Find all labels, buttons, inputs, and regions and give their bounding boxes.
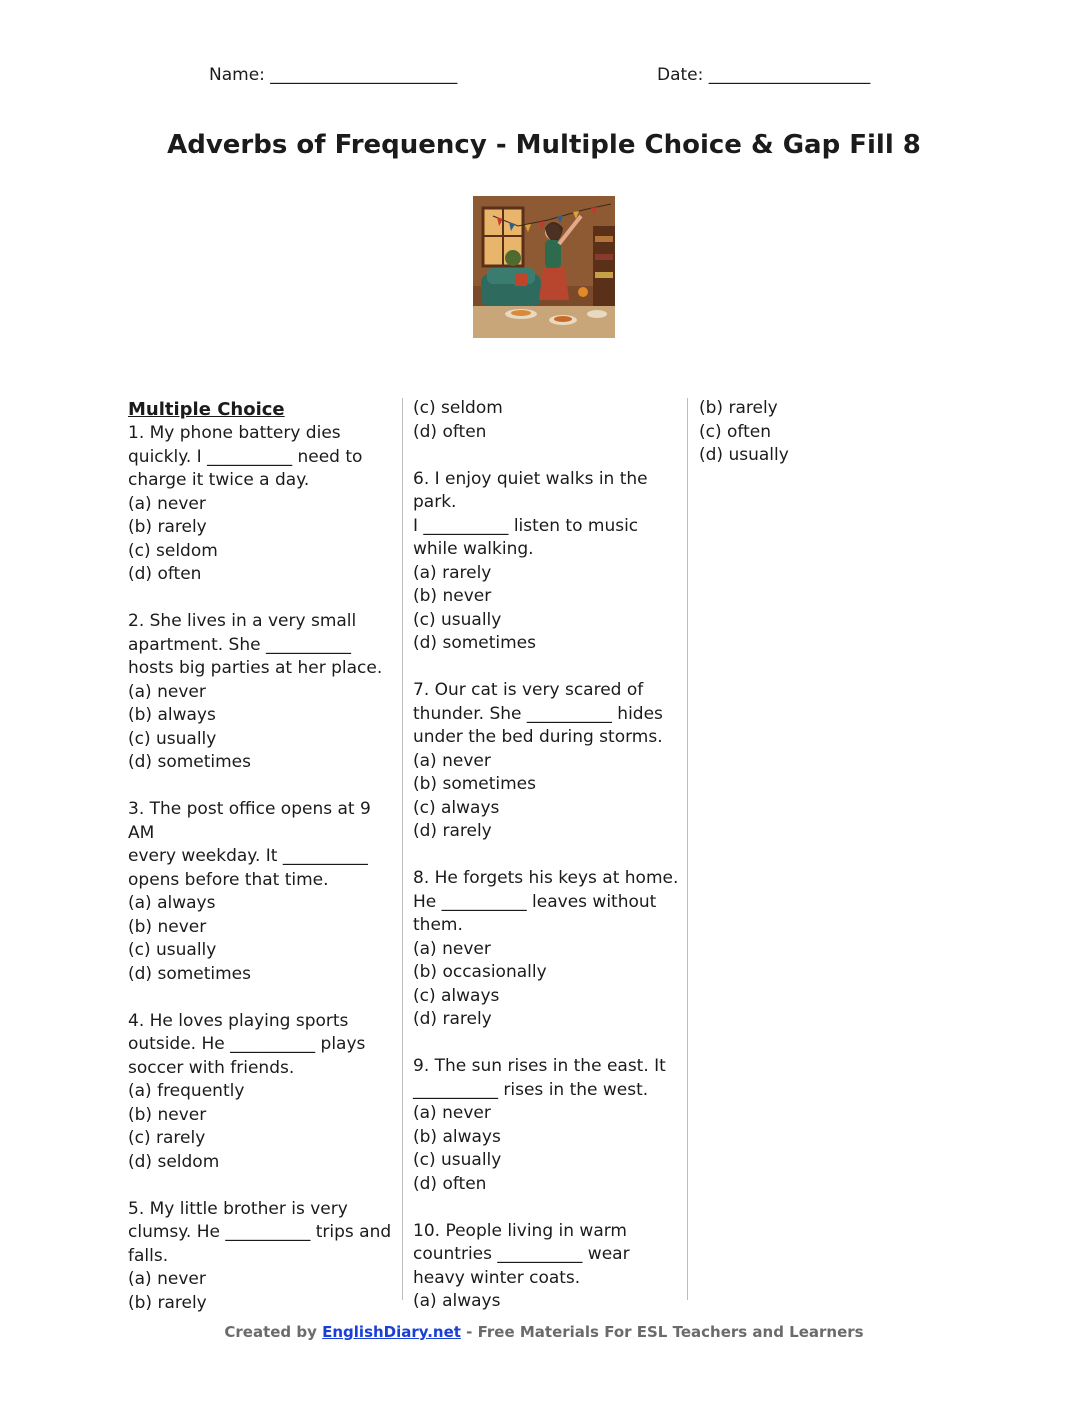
- question-2: [128, 610, 393, 775]
- option-a: (a) never: [413, 938, 491, 959]
- question-text: heavy winter coats.: [413, 1267, 581, 1288]
- option-c: (c) always: [413, 985, 500, 1006]
- question-7: [413, 679, 681, 844]
- question-text: them.: [413, 915, 463, 935]
- option-b: (b) never: [413, 586, 492, 606]
- footer-prefix: Created by: [224, 1323, 323, 1341]
- name-field: Name: ______________________: [209, 65, 458, 85]
- worksheet-title: Adverbs of Frequency - Multiple Choice & Gap Fill 8: [167, 130, 921, 160]
- column-divider: [687, 398, 688, 1300]
- question-text: opens before that time.: [128, 869, 329, 890]
- question-text: 4. He loves playing sports: [128, 1010, 349, 1031]
- option-b: (b) rarely: [699, 398, 778, 418]
- woman-decorating-room-illustration: [473, 196, 615, 338]
- question-text: outside. He __________ plays: [128, 1034, 366, 1054]
- question-text: charge it twice a day.: [128, 470, 310, 490]
- option-a: (a) never: [413, 750, 491, 771]
- question-10-continued: [699, 397, 949, 468]
- question-text: 6. I enjoy quiet walks in the park.: [413, 468, 648, 512]
- option-a: (a) always: [128, 893, 216, 913]
- option-d: (d) usually: [699, 445, 789, 465]
- question-text: 5. My little brother is very: [128, 1198, 348, 1219]
- option-d: (d) rarely: [413, 1009, 492, 1029]
- question-text: soccer with friends.: [128, 1057, 295, 1078]
- question-5: [128, 1198, 393, 1316]
- column-3: [699, 397, 949, 468]
- option-d: (d) sometimes: [128, 752, 252, 772]
- option-a: (a) never: [128, 493, 206, 514]
- option-c: (c) usually: [128, 728, 217, 749]
- question-text: He __________ leaves without: [413, 891, 657, 912]
- question-text: while walking.: [413, 539, 534, 559]
- question-text: under the bed during storms.: [413, 727, 663, 747]
- question-text: quickly. I __________ need to: [128, 446, 363, 467]
- section-heading: Multiple Choice: [128, 399, 285, 420]
- question-text: 1. My phone battery dies: [128, 423, 341, 443]
- englishdiary-link[interactable]: EnglishDiary.net: [322, 1323, 461, 1341]
- question-text: thunder. She __________ hides: [413, 703, 663, 724]
- question-text: 9. The sun rises in the east. It: [413, 1056, 666, 1076]
- question-9: [413, 1055, 681, 1196]
- option-c: (c) usually: [413, 609, 502, 630]
- option-d: (d) seldom: [128, 1151, 220, 1172]
- question-text: apartment. She __________: [128, 634, 351, 655]
- question-text: 10. People living in warm: [413, 1220, 627, 1241]
- question-3: [128, 798, 393, 986]
- option-a: (a) never: [128, 681, 206, 702]
- question-text: every weekday. It __________: [128, 846, 368, 866]
- option-b: (b) never: [128, 916, 207, 937]
- option-a: (a) always: [413, 1291, 501, 1311]
- option-b: (b) never: [128, 1104, 207, 1125]
- column-divider: [402, 398, 403, 1300]
- question-text: hosts big parties at her place.: [128, 658, 383, 678]
- question-5-continued: [413, 397, 681, 444]
- option-d: (d) often: [128, 564, 202, 584]
- column-1: [128, 397, 393, 1315]
- question-text: clumsy. He __________ trips and: [128, 1222, 392, 1242]
- option-c: (c) usually: [128, 940, 217, 960]
- date-field: Date: ___________________: [657, 65, 871, 85]
- question-text: 7. Our cat is very scared of: [413, 680, 644, 700]
- option-b: (b) sometimes: [413, 774, 537, 794]
- option-b: (b) rarely: [128, 1292, 207, 1313]
- question-text: 8. He forgets his keys at home.: [413, 868, 679, 888]
- option-c: (c) seldom: [128, 540, 218, 561]
- option-c: (c) always: [413, 797, 500, 818]
- option-c: (c) usually: [413, 1150, 502, 1170]
- question-text: 3. The post office opens at 9 AM: [128, 799, 371, 843]
- question-text: countries __________ wear: [413, 1244, 630, 1264]
- option-d: (d) sometimes: [413, 633, 537, 653]
- option-a: (a) never: [128, 1269, 206, 1289]
- option-d: (d) rarely: [413, 821, 492, 841]
- footer-suffix: - Free Materials For ESL Teachers and Learners: [460, 1323, 864, 1341]
- option-c: (c) seldom: [413, 398, 503, 418]
- option-b: (b) always: [413, 1126, 501, 1147]
- question-text: I __________ listen to music: [413, 515, 639, 536]
- option-b: (b) rarely: [128, 517, 207, 537]
- column-2: [413, 397, 681, 1314]
- option-b: (b) occasionally: [413, 962, 547, 982]
- option-a: (a) never: [413, 1103, 491, 1123]
- option-c: (c) often: [699, 421, 772, 442]
- option-c: (c) rarely: [128, 1128, 206, 1148]
- question-text: falls.: [128, 1245, 169, 1266]
- option-a: (a) rarely: [413, 562, 492, 583]
- option-b: (b) always: [128, 705, 216, 725]
- option-a: (a) frequently: [128, 1081, 245, 1101]
- option-d: (d) often: [413, 421, 487, 442]
- question-4: [128, 1010, 393, 1175]
- question-10: [413, 1220, 681, 1314]
- question-text: 2. She lives in a very small: [128, 611, 357, 631]
- option-d: (d) sometimes: [128, 963, 252, 984]
- question-6: [413, 468, 681, 656]
- footer: [0, 1322, 1088, 1342]
- question-1: [128, 422, 393, 587]
- question-8: [413, 867, 681, 1032]
- question-text: __________ rises in the west.: [413, 1079, 649, 1100]
- option-d: (d) often: [413, 1173, 487, 1194]
